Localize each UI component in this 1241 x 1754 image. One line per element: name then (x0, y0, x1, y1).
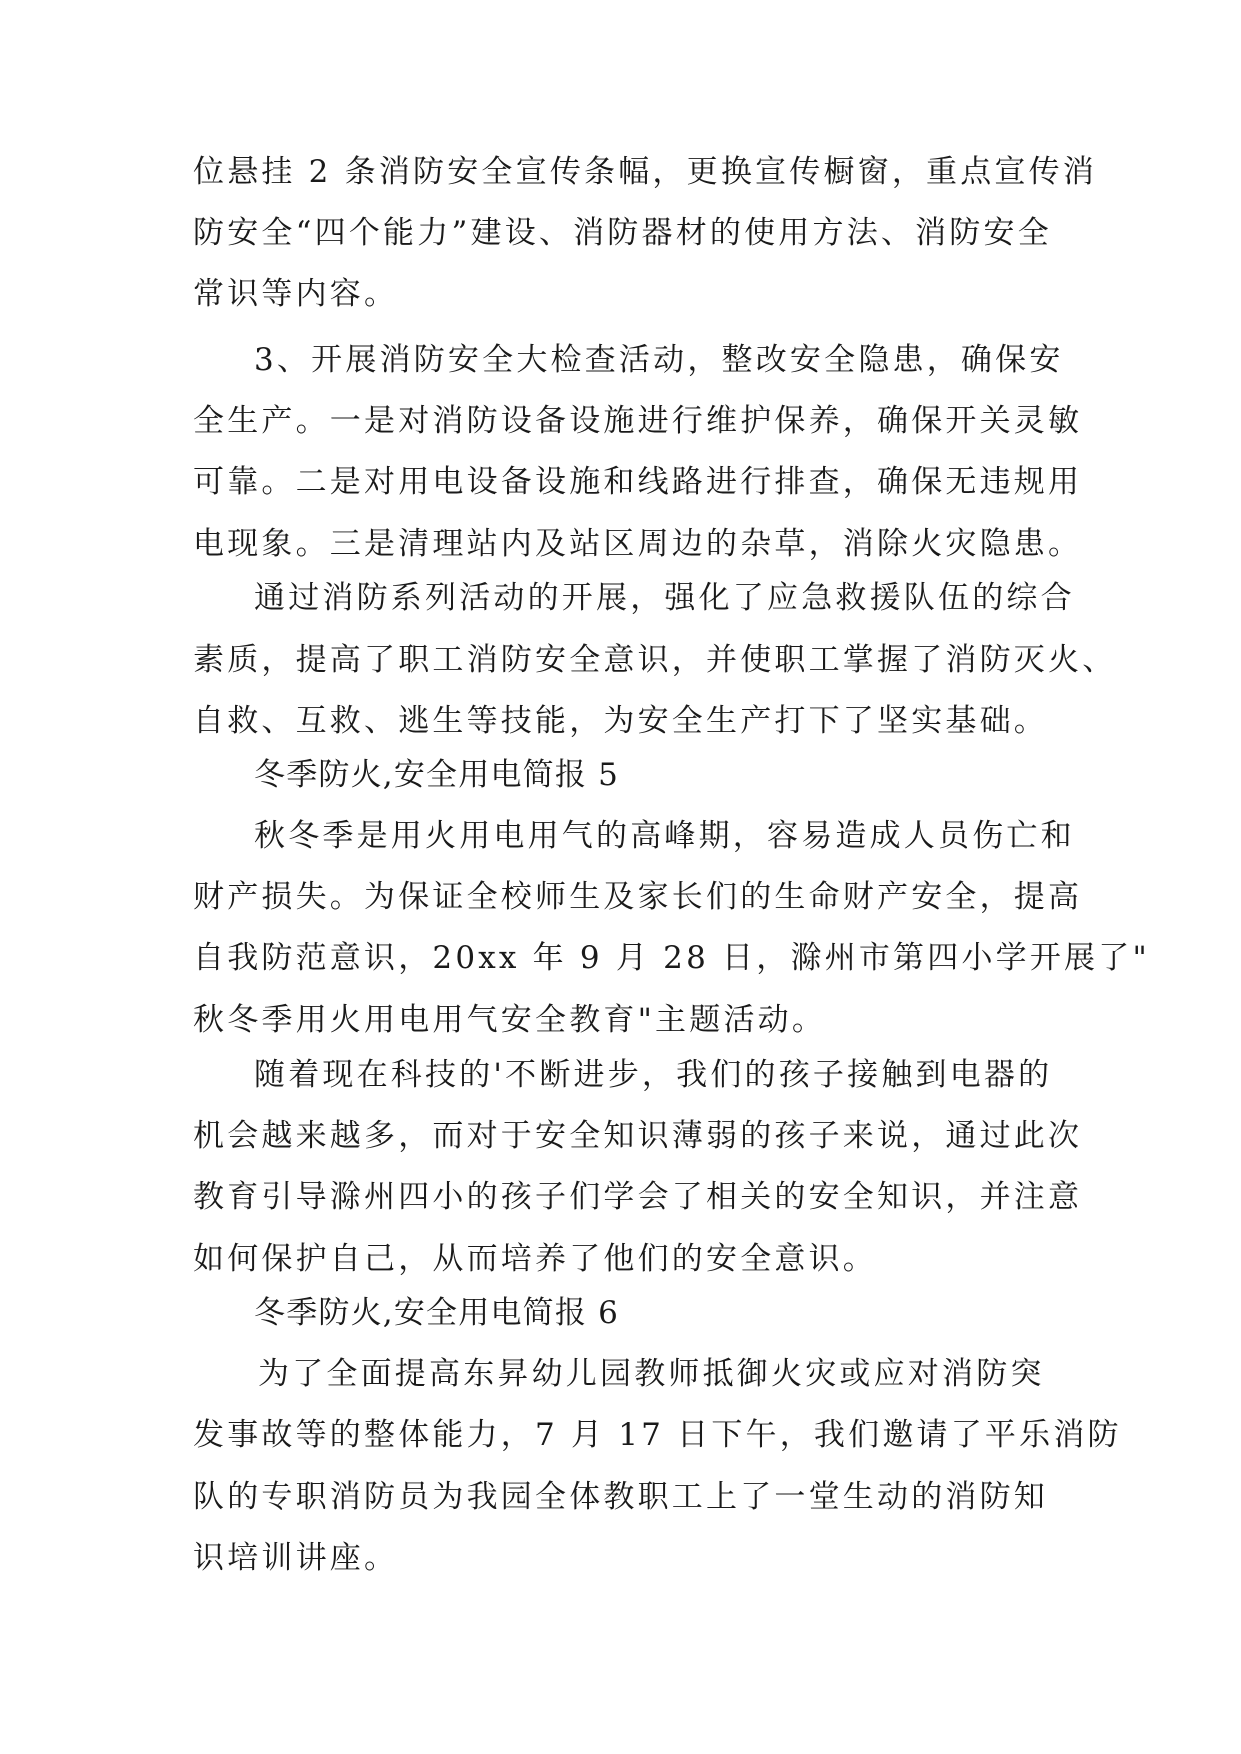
body-line: 教育引导滁州四小的孩子们学会了相关的安全知识，并注意 (193, 1179, 1083, 1215)
body-line: 机会越来越多，而对于安全知识薄弱的孩子来说，通过此次 (193, 1118, 1083, 1154)
body-line: 素质，提高了职工消防安全意识，并使职工掌握了消防灭火、 (193, 642, 1117, 678)
body-line: 识培训讲座。 (193, 1540, 399, 1576)
body-line: 队的专职消防员为我园全体教职工上了一堂生动的消防知 (193, 1479, 1048, 1515)
section-heading: 冬季防火,安全用电简报 5 (254, 757, 620, 793)
body-line: 为了全面提高东昇幼儿园教师抵御火灾或应对消防突 (258, 1356, 1045, 1392)
body-line: 电现象。三是清理站内及站区周边的杂草，消除火灾隐患。 (193, 526, 1083, 562)
body-line: 发事故等的整体能力，7 月 17 日下午，我们邀请了平乐消防 (193, 1417, 1122, 1453)
body-line: 3、开展消防安全大检查活动，整改安全隐患，确保安 (254, 342, 1064, 378)
body-line: 防安全“四个能力”建设、消防器材的使用方法、消防安全 (193, 215, 1052, 251)
body-line: 自我防范意识，20xx 年 9 月 28 日，滁州市第四小学开展了" (193, 940, 1150, 976)
body-line: 秋冬季是用火用电用气的高峰期，容易造成人员伤亡和 (254, 818, 1075, 854)
body-line: 通过消防系列活动的开展，强化了应急救援队伍的综合 (254, 580, 1075, 616)
section-heading: 冬季防火,安全用电简报 6 (254, 1295, 620, 1331)
body-line: 位悬挂 2 条消防安全宣传条幅，更换宣传橱窗，重点宣传消 (193, 154, 1098, 190)
body-line: 秋冬季用火用电用气安全教育"主题活动。 (193, 1002, 827, 1038)
body-line: 随着现在科技的'不断进步，我们的孩子接触到电器的 (254, 1057, 1053, 1093)
body-line: 可靠。二是对用电设备设施和线路进行排查，确保无违规用 (193, 464, 1083, 500)
body-line: 常识等内容。 (193, 276, 399, 312)
body-line: 自救、互救、逃生等技能，为安全生产打下了坚实基础。 (193, 703, 1048, 739)
body-line: 全生产。一是对消防设备设施进行维护保养，确保开关灵敏 (193, 403, 1083, 439)
body-line: 财产损失。为保证全校师生及家长们的生命财产安全，提高 (193, 879, 1083, 915)
body-line: 如何保护自己，从而培养了他们的安全意识。 (193, 1241, 877, 1277)
